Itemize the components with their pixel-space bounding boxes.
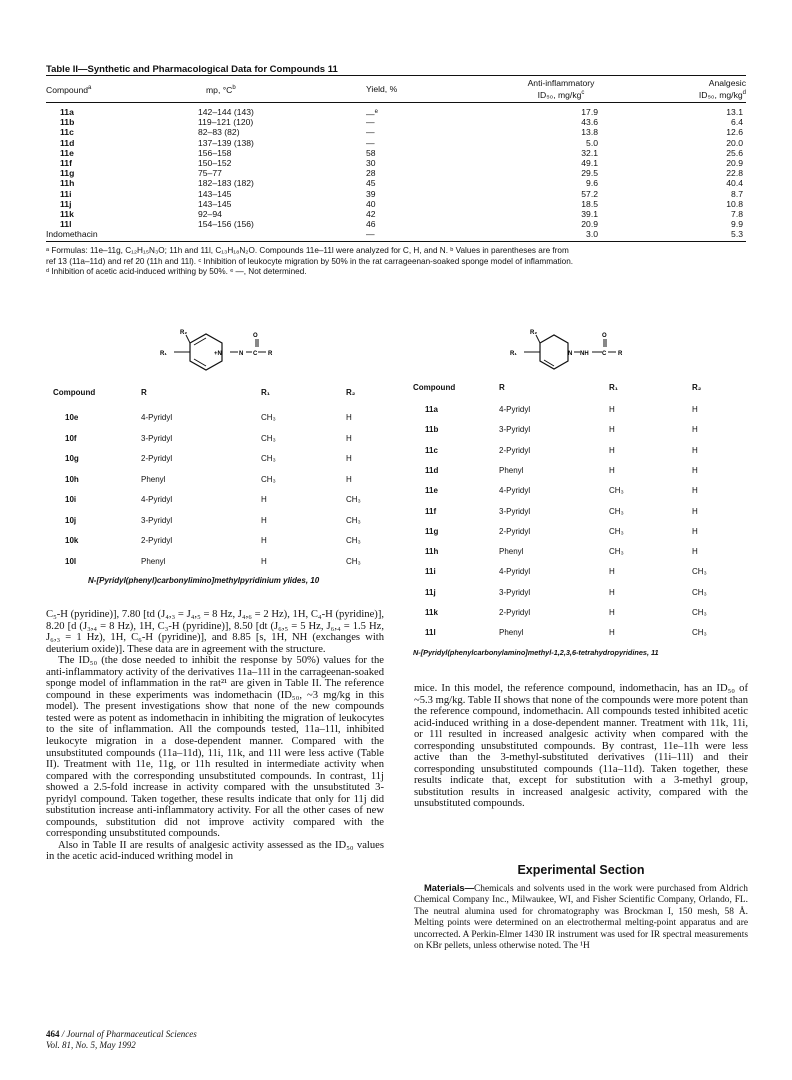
cell-antiinflammatory: 29.5 — [581, 168, 598, 179]
cell-compound: 11f — [60, 157, 72, 168]
header-r: R — [499, 383, 505, 392]
cell-r2: CH₃ — [346, 495, 361, 504]
table-row — [46, 148, 746, 158]
cell-antiinflammatory: 57.2 — [581, 188, 598, 199]
cell-r: 2-Pyridyl — [499, 445, 531, 455]
compound-table-header — [53, 388, 386, 397]
cell-r2: H — [692, 425, 698, 435]
table-row — [46, 107, 746, 117]
cell-mp — [198, 229, 366, 239]
cell-compound: Indomethacin — [46, 229, 98, 240]
cell-compound: 11g — [60, 168, 75, 179]
cell-analgesic: 8.7 — [731, 188, 743, 199]
cell-mp: 142–144 (143) — [198, 107, 254, 117]
cell-yield: 42 — [366, 208, 376, 219]
journal-volume: Vol. 81, No. 5, May 1992 — [46, 1040, 136, 1050]
cell-r: Phenyl — [141, 474, 166, 484]
cell-r2: CH₃ — [692, 567, 707, 577]
compound-row — [53, 495, 386, 504]
table-footnotes — [46, 246, 746, 278]
cell-r1: H — [609, 628, 615, 638]
cell-analgesic: 10.8 — [726, 198, 743, 209]
header-compound: Compound — [413, 383, 456, 392]
cell-compound: 11f — [425, 506, 437, 516]
cell-analgesic: 20.9 — [726, 157, 743, 168]
cell-antiinflammatory: 9.6 — [586, 178, 598, 189]
cell-r: Phenyl — [141, 556, 166, 566]
compound-row — [413, 405, 732, 414]
body-paragraph: The ID₅₀ (the dose needed to inhibit the response by 50%) values for the anti-inflammatory activity of the derivatives 11a–11l in the carrageenan-soaked sponge model of inflammation in the rat²¹ are given in Table II. The reference compound in these experiments was indomethacin (ID₅₀, ~3 mg/kg in this model). The present investigations show that none of the new compounds tested were as potent as indomethacin in inhibiting the migration of leukocytes to the site of inflammation. All the compounds tested, 11a–11l, inhibited leukocyte migration in a dose-dependent manner. Compared with the unsubstituted compounds (11a–11d), 11i, 11k, and 11l were less active (Table II). Treatment with 11e, 11g, or 11h resulted in intermediate activity when compared with the corresponding unsubstituted compounds. In contrast, 11j showed a 2.5-fold increase in activity compared with the unsubstituted 3-pyridyl compound. Taken together, these results indicate that only for 11j did substitution increase anti-inflammatory activity. For all the other cases of new compounds, substitution did not improve activity compared with the corresponding unsubstituted compounds. — [46, 655, 384, 840]
cell-compound: 11j — [60, 198, 72, 209]
table-row — [46, 168, 746, 178]
r1-label: R₁ — [510, 351, 517, 357]
cell-compound: 11i — [425, 567, 436, 577]
cell-r2: CH₃ — [692, 628, 707, 638]
cell-r1: H — [609, 567, 615, 577]
cell-r2: H — [692, 405, 698, 414]
cell-r1: H — [609, 405, 615, 414]
nh-label: NH — [580, 351, 589, 357]
r1-label: R₁ — [160, 351, 167, 357]
cell-analgesic: 12.6 — [726, 127, 743, 138]
cell-analgesic: 6.4 — [731, 117, 743, 128]
experimental-paragraph — [414, 882, 748, 952]
cell-r: 3-Pyridyl — [499, 587, 531, 597]
table-title: Table II—Synthetic and Pharmacological Data for Compounds 11 — [46, 64, 338, 75]
n-label: N — [568, 351, 573, 357]
cell-mp: 82–83 (82) — [198, 127, 240, 138]
cell-yield: 40 — [366, 198, 376, 209]
cell-antiinflammatory: 3.0 — [586, 229, 598, 240]
cell-mp: 75–77 — [198, 168, 222, 179]
cell-r1: CH₃ — [261, 454, 276, 463]
cell-antiinflammatory: 17.9 — [581, 107, 598, 117]
cell-compound: 11c — [60, 127, 74, 138]
experimental-text: Chemicals and solvents used in the work were purchased from Aldrich Chemical Company Inc., Milwaukee, WI, and Fisher Scientific Company, Orlando, FL. The neutral alumina used for chromatography was Brockman I, 150 mesh, 58 Å. Melting points were determined on an electrothermal melting-point apparatus and are uncorrected. A Perkin-Elmer 1430 IR instrument was used for IR spectral measurements on KBr pellets, unless otherwise noted. The ¹H — [414, 884, 748, 952]
cell-r2: H — [346, 413, 352, 422]
n-plus-label: +N — [214, 351, 222, 357]
cell-r1: H — [609, 445, 615, 455]
cell-r: 4-Pyridyl — [499, 486, 531, 496]
cell-r: 3-Pyridyl — [141, 515, 173, 525]
table-row — [46, 189, 746, 199]
cell-antiinflammatory: 5.0 — [586, 137, 598, 148]
compound-row — [53, 557, 386, 566]
cell-compound: 11a — [425, 405, 438, 414]
cell-r: 2-Pyridyl — [499, 526, 531, 536]
cell-yield: — — [366, 137, 375, 148]
header-r1: R₁ — [609, 383, 619, 392]
header-analgesic: Analgesic ID₅₀, $mg/kg^d$ — [698, 78, 746, 100]
cell-r2: H — [346, 454, 352, 463]
cell-r: 4-Pyridyl — [141, 495, 173, 504]
table-row — [46, 138, 746, 148]
cell-yield: 30 — [366, 157, 376, 168]
cell-r: 3-Pyridyl — [141, 433, 173, 443]
cell-yield: 45 — [366, 178, 376, 189]
cell-antiinflammatory: 32.1 — [581, 147, 598, 158]
cell-antiinflammatory: 20.9 — [581, 219, 598, 230]
footnote-line: ᵈ Inhibition of acetic acid-induced writhing by 50%. ᵉ —, Not determined. — [46, 267, 307, 276]
cell-compound: 10j — [65, 515, 77, 525]
cell-yield: 58 — [366, 147, 376, 158]
cell-compound: 11l — [60, 219, 72, 230]
header-antiinflammatory: Anti-inflammatory ID₅₀, $mg/kg^c$ — [527, 78, 595, 100]
header-compound: Compound — [53, 388, 96, 397]
cell-r1: H — [609, 608, 615, 617]
cell-r: 2-Pyridyl — [141, 454, 173, 463]
cell-antiinflammatory: 49.1 — [581, 157, 598, 168]
r2-label: R₂ — [530, 330, 537, 336]
cell-r1: H — [609, 587, 615, 597]
o-label: O — [253, 333, 258, 339]
cell-analgesic: 7.8 — [731, 208, 743, 219]
page-number: 464 — [46, 1029, 60, 1039]
cell-mp: 92–94 — [198, 208, 222, 219]
cell-compound: 11i — [60, 188, 72, 199]
cell-compound: 11e — [425, 486, 438, 496]
table-row — [46, 117, 746, 127]
left-column — [46, 609, 384, 863]
cell-r1: H — [261, 515, 267, 525]
cell-compound: 11j — [425, 587, 436, 597]
compound-row — [413, 608, 732, 617]
caption-11: N-[Pyridyl(phenylcarbonylamino]methyl-1,2,3,6-tetrahydropyridines, 11 — [413, 648, 659, 657]
cell-compound: 10k — [65, 536, 79, 545]
cell-yield: — — [366, 229, 375, 240]
cell-antiinflammatory: 43.6 — [581, 117, 598, 128]
compound-row — [53, 536, 386, 545]
cell-r2: CH₃ — [692, 608, 707, 617]
cell-compound: 10l — [65, 556, 77, 566]
cell-r: Phenyl — [499, 547, 524, 557]
header-compound: Compound$^a$ — [46, 84, 92, 95]
cell-r1: CH₃ — [261, 433, 276, 443]
table-row — [46, 219, 746, 229]
footnote-line: ref 13 (11a–11d) and ref 20 (11h and 11l). ᶜ Inhibition of leukocyte migration by 50% in the rat carrageenan-soaked sponge model of inflammation. — [46, 256, 574, 266]
cell-compound: 11h — [60, 178, 75, 189]
table-bottom-rule — [46, 241, 746, 242]
cell-r2: CH₃ — [346, 515, 361, 525]
cell-r1: H — [261, 536, 267, 545]
header-mp: mp, $^\circ C^b$ — [206, 84, 236, 95]
c-label: C — [602, 351, 607, 357]
cell-compound: 11g — [425, 526, 439, 536]
cell-yield: 46 — [366, 219, 376, 230]
cell-compound: 11b — [60, 117, 75, 128]
cell-analgesic: 20.0 — [726, 137, 743, 148]
cell-compound: 11h — [425, 547, 439, 557]
cell-analgesic: 22.8 — [726, 168, 743, 179]
body-paragraph: C₅-H (pyridine)], 7.80 [td (J₄,₃ = J₄,₅ = 8 Hz, J₄,₆ = 2 Hz), 1H, C₄-H (pyridine)], 8.20 [d (J₃,₄ = 8 Hz), 1H, C₃-H (pyridine)], 8.50 [dt (J₆,₅ = 5 Hz, J₆,₄ = 1.5 Hz, J₆,₃ = 1 Hz), 1H, C₆-H (pyridine)], and 8.85 [s, 1H, NH (exchanges with deuterium oxide)]. These data are in agreement with the structure. — [46, 609, 384, 655]
cell-mp: 137–139 (138) — [198, 137, 254, 148]
cell-yield: — — [366, 127, 375, 138]
cell-r2: CH₃ — [346, 556, 361, 566]
cell-r2: H — [346, 474, 352, 484]
cell-compound: 10g — [65, 454, 79, 463]
compound-row — [413, 567, 732, 576]
cell-compound: 11d — [60, 137, 75, 148]
cell-r: 3-Pyridyl — [499, 425, 531, 435]
body-paragraph: Also in Table II are results of analgesic activity assessed as the ID₅₀ values in the acetic acid-induced writhing model in — [46, 839, 384, 863]
table-row — [46, 127, 746, 137]
table-row — [46, 178, 746, 188]
compound-row — [413, 507, 732, 516]
cell-mp: 143–145 — [198, 198, 232, 209]
header-r1: R₁ — [261, 388, 271, 397]
cell-r2: CH₃ — [346, 536, 361, 545]
cell-r: 2-Pyridyl — [499, 608, 531, 617]
cell-compound: 10f — [65, 433, 77, 443]
cell-r2: H — [692, 465, 698, 475]
cell-antiinflammatory: 13.8 — [581, 127, 598, 138]
cell-mp: 156–158 — [198, 147, 232, 158]
cell-analgesic: 25.6 — [726, 147, 743, 158]
cell-r1: CH₃ — [609, 486, 624, 496]
cell-r: 3-Pyridyl — [499, 506, 531, 516]
cell-mp: 143–145 — [198, 188, 232, 199]
cell-compound: 11d — [425, 465, 439, 475]
cell-r2: H — [346, 433, 352, 443]
compound-row — [53, 475, 386, 484]
cell-yield: 39 — [366, 188, 376, 199]
cell-r1: H — [609, 465, 615, 475]
cell-compound: 10i — [65, 495, 77, 504]
cell-r: 4-Pyridyl — [141, 413, 173, 422]
cell-mp: 150–152 — [198, 157, 232, 168]
compound-row — [413, 425, 732, 434]
c-label: C — [253, 351, 258, 357]
compound-row — [413, 486, 732, 495]
cell-yield: 28 — [366, 168, 376, 179]
cell-r2: H — [692, 547, 698, 557]
cell-r1: H — [261, 495, 267, 504]
cell-compound: 11a — [60, 107, 74, 117]
n-label: N — [239, 351, 244, 357]
header-yield: Yield, % — [366, 84, 398, 94]
header-r2: R₂ — [692, 383, 702, 392]
table-body — [46, 103, 746, 241]
cell-compound: 10h — [65, 474, 79, 484]
cell-analgesic: 5.3 — [731, 229, 743, 240]
cell-r2: H — [692, 486, 698, 496]
compound-row — [53, 413, 386, 422]
cell-compound: 11e — [60, 147, 74, 158]
table-row — [46, 209, 746, 219]
cell-r1: CH₃ — [261, 474, 276, 484]
compound-row — [413, 466, 732, 475]
table-row — [46, 158, 746, 168]
right-column — [414, 683, 748, 810]
cell-compound: 10e — [65, 413, 79, 422]
header-r: R — [141, 388, 147, 397]
r-label: R — [618, 351, 623, 357]
cell-mp: 182–183 (182) — [198, 178, 254, 189]
cell-analgesic: 13.1 — [726, 107, 743, 117]
cell-r: Phenyl — [499, 465, 524, 475]
page-footer — [46, 1029, 197, 1051]
compound-row — [413, 588, 732, 597]
section-heading: Experimental Section — [517, 863, 645, 877]
r2-label: R₂ — [180, 330, 187, 336]
compound-row — [413, 628, 732, 637]
cell-r2: H — [692, 445, 698, 455]
cell-compound: 11b — [425, 425, 439, 435]
cell-r1: CH₃ — [609, 526, 624, 536]
cell-analgesic: 9.9 — [731, 219, 743, 230]
body-paragraph: mice. In this model, the reference compound, indomethacin, has an ID₅₀ of ~5.3 mg/kg. Table II shows that none of the compounds were more potent than the reference compound, indomethacin. All compounds tested inhibited acetic acid-induced writhing in a dose-dependent manner. Treatment with 11k, 11i, or 11l resulted in increased analgesic activity when compared with the corresponding unsubstituted compounds. By contrast, 11e–11h were less active than the 3-methyl-substituted derivatives (11i–11l) and their corresponding unsubstituted compounds (11a–11d). Taken together, these results indicate that, except for substitution with a 3-methyl group, substitution results in increased analgesic activity, compared with the unsubstituted compounds. — [414, 683, 749, 810]
compound-row — [53, 434, 386, 443]
cell-compound: 11k — [60, 208, 74, 219]
cell-r1: H — [261, 556, 267, 566]
cell-r1: CH₃ — [261, 413, 276, 422]
structure-10-diagram — [160, 325, 310, 377]
cell-compound: 11l — [425, 628, 436, 638]
compound-table-header — [413, 383, 732, 392]
cell-r2: H — [692, 526, 698, 536]
cell-analgesic: 40.4 — [726, 178, 743, 189]
cell-compound: 11c — [425, 445, 438, 455]
compound-row — [53, 516, 386, 525]
cell-mp: 119–121 (120) — [198, 117, 254, 128]
cell-antiinflammatory: 18.5 — [581, 198, 598, 209]
table-row — [46, 199, 746, 209]
r-label: R — [268, 351, 273, 357]
compound-row — [413, 547, 732, 556]
cell-r: 4-Pyridyl — [499, 567, 531, 577]
cell-compound: 11k — [425, 608, 438, 617]
cell-mp: 154–156 (156) — [198, 219, 254, 230]
cell-r1: CH₃ — [609, 547, 624, 557]
run-in-heading: Materials— — [424, 882, 475, 893]
cell-yield: — — [366, 117, 375, 128]
journal-name: / Journal of Pharmaceutical Sciences — [59, 1029, 197, 1039]
cell-r2: H — [692, 506, 698, 516]
table-row — [46, 229, 746, 239]
compound-table-10 — [53, 388, 383, 568]
compound-row — [413, 527, 732, 536]
header-r2: R₂ — [346, 388, 356, 397]
cell-r: 4-Pyridyl — [499, 405, 531, 414]
structure-11-diagram — [508, 325, 658, 377]
cell-r2: CH₃ — [692, 587, 707, 597]
compound-row — [413, 446, 732, 455]
compound-table-11 — [413, 383, 743, 643]
cell-r: 2-Pyridyl — [141, 536, 173, 545]
cell-yield: —$^e$ — [366, 108, 378, 119]
table-header-row — [46, 76, 746, 102]
cell-r1: CH₃ — [609, 506, 624, 516]
cell-antiinflammatory: 39.1 — [581, 208, 598, 219]
cell-r1: H — [609, 425, 615, 435]
o-label: O — [602, 333, 607, 339]
footnote-line: ᵃ Formulas: 11e–11g, C₁₂H₁₅N₃O; 11h and 11l, C₁₃H₁₈N₂O. Compounds 11e–11l were analyzed for C, H, and N. ᵇ Values in parentheses are from — [46, 246, 569, 255]
caption-10: N-[Pyridyl(phenyl)carbonylimino]methylpyridinium ylides, 10 — [88, 576, 320, 585]
compound-row — [53, 454, 386, 463]
table-2 — [46, 75, 746, 242]
cell-r: Phenyl — [499, 628, 524, 638]
